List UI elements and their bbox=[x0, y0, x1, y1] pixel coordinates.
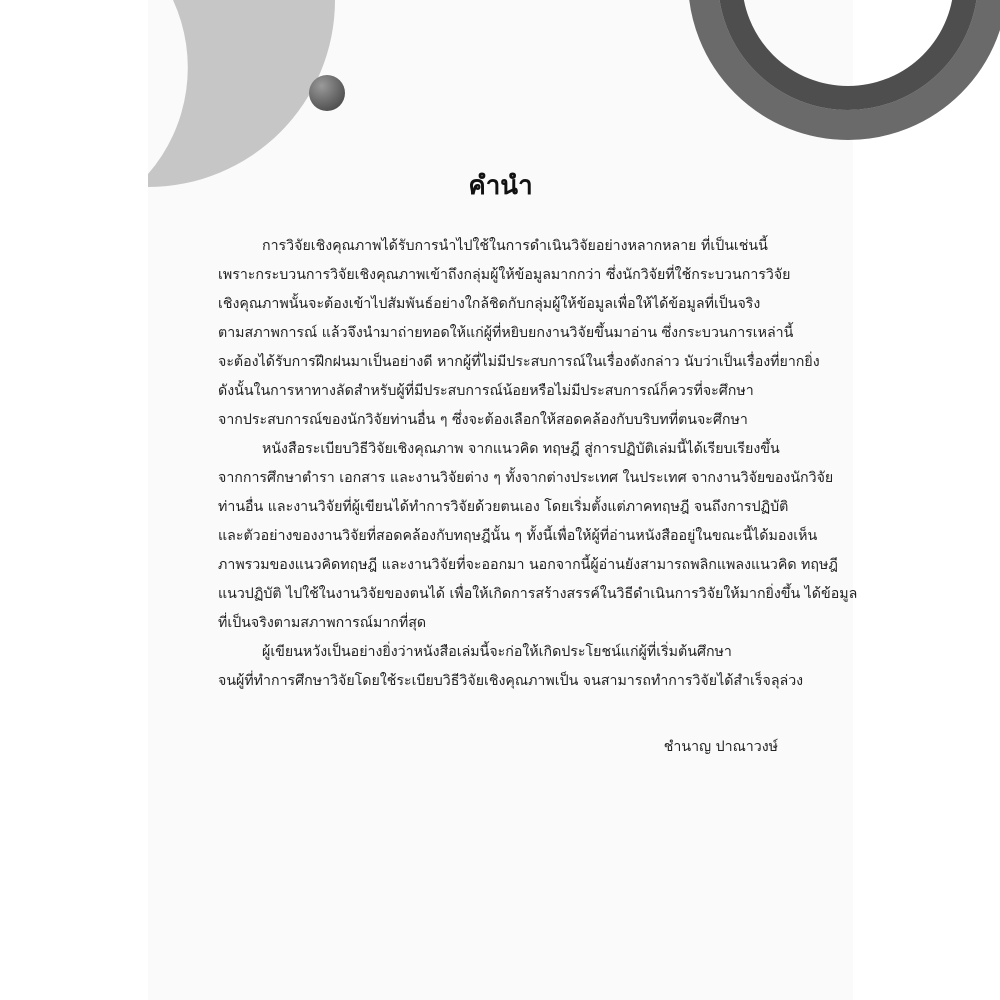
page-title: คำนำ bbox=[468, 171, 533, 201]
text-line: จากการศึกษาตำรา เอกสาร และงานวิจัยต่าง ๆ ทั้งจากต่างประเทศ ในประเทศ จากงานวิจัยของนักวิจัย bbox=[218, 470, 834, 486]
paragraph-1 bbox=[218, 232, 820, 435]
text-line: การวิจัยเชิงคุณภาพได้รับการนำไปใช้ในการดำเนินวิจัยอย่างหลากหลาย ที่เป็นเช่นนี้ bbox=[262, 238, 768, 254]
text-line: จนผู้ที่ทำการศึกษาวิจัยโดยใช้ระเบียบวิธีวิจัยเชิงคุณภาพเป็น จนสามารถทำการวิจัยได้สำเร็จลุล่วง bbox=[218, 673, 804, 689]
text-line: จากประสบการณ์ของนักวิจัยท่านอื่น ๆ ซึ่งจะต้องเลือกให้สอดคล้องกับบริบทที่ตนจะศึกษา bbox=[218, 412, 748, 428]
page bbox=[148, 0, 858, 1000]
paragraph-3 bbox=[218, 638, 804, 696]
text-line: เชิงคุณภาพนั้นจะต้องเข้าไปสัมพันธ์อย่างใกล้ชิดกับกลุ่มผู้ให้ข้อมูลเพื่อให้ได้ข้อมูลที่เป็นจริง bbox=[218, 296, 761, 312]
text-line: แนวปฏิบัติ ไปใช้ในงานวิจัยของตนได้ เพื่อให้เกิดการสร้างสรรค์ในวิธีดำเนินการวิจัยให้มากยิ่งขึ้น ได้ข้อมูล bbox=[218, 586, 858, 602]
paragraph-2 bbox=[218, 435, 858, 638]
sphere-decoration bbox=[309, 75, 345, 111]
text-line: เพราะกระบวนการวิจัยเชิงคุณภาพเข้าถึงกลุ่มผู้ให้ข้อมูลมากกว่า ซึ่งนักวิจัยที่ใช้กระบวนการวิจัย bbox=[218, 267, 791, 283]
text-line: ตามสภาพการณ์ แล้วจึงนำมาถ่ายทอดให้แก่ผู้ที่หยิบยกงานวิจัยขึ้นมาอ่าน ซึ่งกระบวนการเหล่านี้ bbox=[218, 325, 794, 341]
text-line: ที่เป็นจริงตามสภาพการณ์มากที่สุด bbox=[218, 615, 427, 631]
text-line: ดังนั้นในการหาทางลัดสำหรับผู้ที่มีประสบการณ์น้อยหรือไม่มีประสบการณ์ก็ควรที่จะศึกษา bbox=[218, 383, 754, 399]
light-arc-decoration bbox=[148, 0, 335, 187]
text-line: หนังสือระเบียบวิธีวิจัยเชิงคุณภาพ จากแนวคิด ทฤษฎี สู่การปฏิบัติเล่มนี้ได้เรียบเรียงขึ้น bbox=[262, 441, 780, 457]
text-line: จะต้องได้รับการฝึกฝนมาเป็นอย่างดี หากผู้ที่ไม่มีประสบการณ์ในเรื่องดังกล่าว นับว่าเป็นเรื่องที่ยากยิ่ง bbox=[218, 354, 820, 370]
text-line: และตัวอย่างของงานวิจัยที่สอดคล้องกับทฤษฎีนั้น ๆ ทั้งนี้เพื่อให้ผู้ที่อ่านหนังสืออยู่ในขณะนี้ได้มองเห็น bbox=[218, 528, 818, 544]
preface-body bbox=[218, 232, 858, 696]
text-line: ท่านอื่น และงานวิจัยที่ผู้เขียนได้ทำการวิจัยด้วยตนเอง โดยเริ่มตั้งแต่ภาคทฤษฎี จนถึงการปฏิบัติ bbox=[218, 499, 789, 515]
text-line: ภาพรวมของแนวคิดทฤษฎี และงานวิจัยที่จะออกมา นอกจากนี้ผู้อ่านยังสามารถพลิกแพลงแนวคิด ทฤษฎี bbox=[218, 557, 838, 573]
text-line: ผู้เขียนหวังเป็นอย่างยิ่งว่าหนังสือเล่มนี้จะก่อให้เกิดประโยชน์แก่ผู้ที่เริ่มต้นศึกษา bbox=[262, 644, 732, 660]
author-signature: ชำนาญ ปาณาวงษ์ bbox=[663, 739, 778, 755]
